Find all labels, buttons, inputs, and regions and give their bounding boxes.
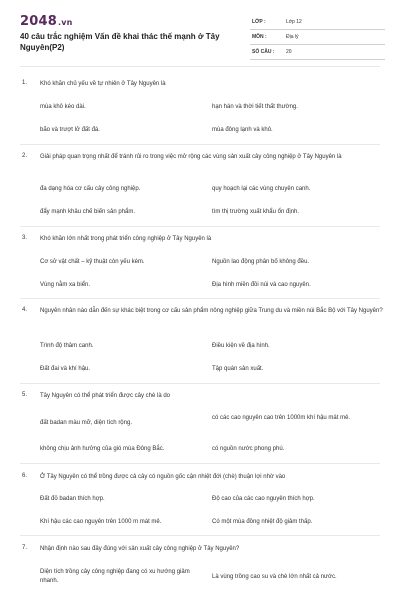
question-number: 1. [22,80,28,86]
answer-option[interactable]: Vùng nằm xa biển. [40,282,91,288]
answer-option[interactable]: Đất đỏ badan thích hợp. [40,496,105,502]
question-text: Nhận định nào sau đây đúng với sản xuất cây công nghiệp ở Tây Nguyên? [40,546,240,552]
question-text: Ở Tây Nguyên có thể trồng được cả cây có nguồn gốc cận nhiệt đới (chè) thuận lợi nhờ vào [40,474,286,480]
question-text: Khó khăn chủ yếu về tự nhiên ở Tây Nguyên là [40,81,166,87]
answer-option[interactable]: Nguồn lao động phân bố không đều. [212,259,310,265]
answer-option[interactable]: Tập quán sản xuất. [212,366,264,372]
question-divider [20,383,380,384]
answer-option[interactable]: Trình độ thâm canh. [40,343,94,349]
meta-value: Địa lý [286,34,299,40]
logo-suffix: .vn [57,18,73,27]
answer-option[interactable]: đẩy mạnh khâu chế biến sản phẩm. [40,209,136,215]
question-divider [20,298,380,299]
answer-option[interactable]: có nguồn nước phong phú. [212,446,285,452]
meta-value: Lớp 12 [286,19,302,25]
question-number: 6. [22,473,28,479]
question-divider [20,535,380,536]
answer-option[interactable]: Diện tích trồng cây công nghiệp đang có xu hướng giảm nhanh. [40,569,190,584]
question-number: 4. [22,307,28,313]
answer-option[interactable]: Điều kiện về địa hình. [212,343,270,349]
logo-text: 2048 [20,14,57,29]
meta-value: 20 [286,49,292,55]
question-text: Nguyên nhân nào dẫn đến sự khác biệt trong cơ cấu sản phẩm nông nghiệp giữa Trung du và miền núi Bắc Bộ với Tây Nguyên? [40,308,383,314]
meta-table [250,15,385,60]
answer-option[interactable]: đa dạng hóa cơ cấu cây công nghiệp. [40,186,141,192]
answer-option[interactable]: mùa khô kéo dài. [40,104,86,110]
site-logo[interactable] [20,14,73,29]
answer-option[interactable]: không chịu ảnh hưởng của gió mùa Đông Bắc. [40,446,165,452]
answer-option[interactable]: Là vùng trồng cao su và chè lớn nhất cả nước. [212,574,337,580]
answer-option[interactable]: mùa đông lạnh và khô. [212,127,273,133]
answer-option[interactable]: hạn hán và thời tiết thất thường. [212,104,298,110]
answer-option[interactable]: Địa hình miền đồi núi và cao nguyên. [212,282,311,288]
question-number: 3. [22,235,28,241]
answer-option[interactable]: quy hoạch lại các vùng chuyên canh. [212,186,311,192]
answer-option[interactable]: Có một mùa đông nhiệt độ giảm thấp. [212,519,313,525]
answer-option[interactable]: có các cao nguyên cao trên 1000m khí hậu mát mẻ. [212,415,351,421]
answer-option[interactable]: Độ cao của các cao nguyên thích hợp. [212,496,315,502]
question-divider [20,463,380,464]
question-text: Giải pháp quan trọng nhất để tránh rủi ro trong việc mở rộng các vùng sản xuất cây công nghiệp ở Tây Nguyên là [40,154,342,160]
question-number: 2. [22,153,28,159]
meta-key: LỚP : [252,19,266,25]
question-text: Tây Nguyên có thể phát triển được cây chè là do [40,393,171,399]
meta-row-count [250,45,385,60]
document-header [0,0,400,64]
meta-row-grade [250,15,385,30]
meta-row-subject [250,30,385,45]
answer-option[interactable]: bão và trượt lở đất đá. [40,127,100,133]
question-number: 7. [22,545,28,551]
answer-option[interactable]: Khí hậu các cao nguyên trên 1000 m mát mẻ. [40,519,162,525]
answer-option[interactable]: tìm thị trường xuất khẩu ổn định. [212,209,299,215]
answer-option[interactable]: đất badan màu mỡ, diện tích rộng. [40,420,132,426]
answer-option[interactable]: Đất đai và khí hậu. [40,366,91,372]
question-text: Khó khăn lớn nhất trong phát triển công nghiệp ở Tây Nguyên là [40,236,212,242]
question-divider [20,226,380,227]
meta-key: MÔN : [252,34,267,40]
answer-option[interactable]: Cơ sở vật chất – kỹ thuật còn yếu kém. [40,259,145,265]
document-title: 40 câu trắc nghiệm Vấn đề khai thác thế mạnh ở Tây Nguyên(P2) [20,32,220,52]
question-number: 5. [22,392,28,398]
header-divider [20,66,380,67]
meta-key: SỐ CÂU : [252,49,275,55]
question-divider [20,144,380,145]
